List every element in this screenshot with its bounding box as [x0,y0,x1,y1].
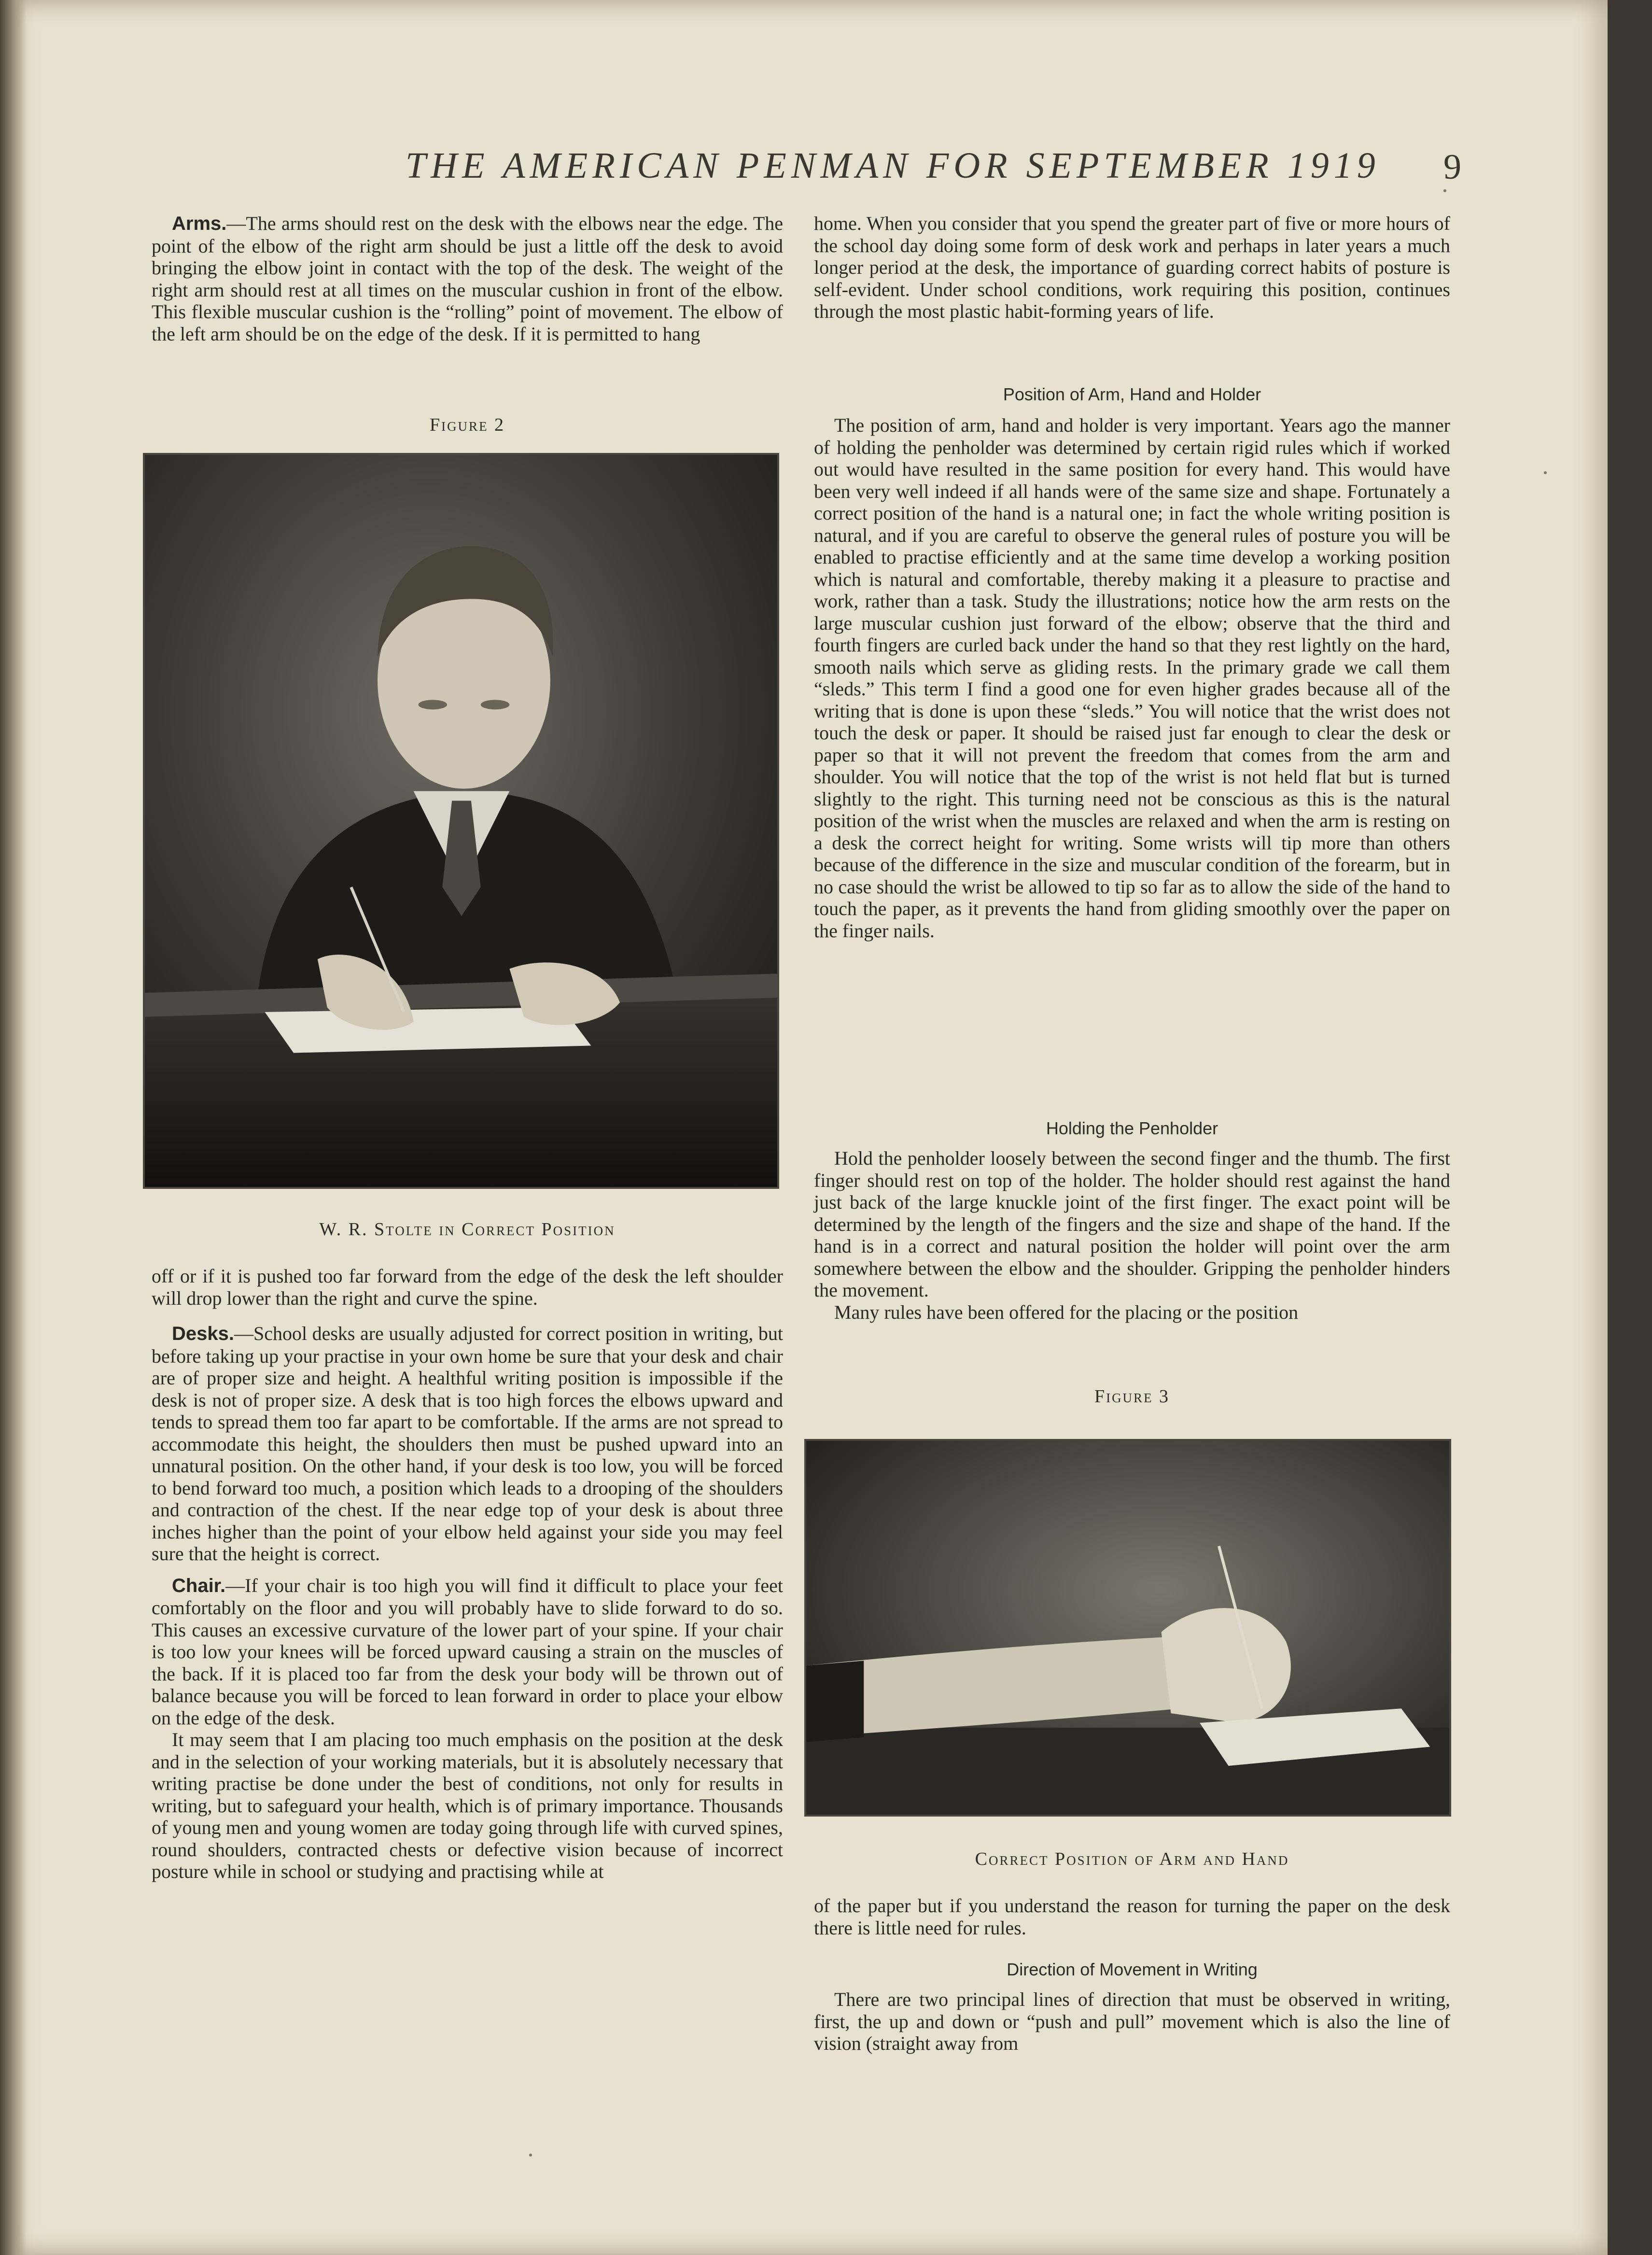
desks-paragraph [152,1323,783,1565]
right-column-direction [814,1988,1450,2055]
paper-speck [1544,471,1547,474]
subhead-holding: Holding the Penholder [1046,1118,1218,1138]
chair-body: —If your chair is too high you will find it difficult to place your feet comfortably on the floor and you will probably have to slide forward to do so. This causes an excessive curvature of the lower part of your spine. If your chair is too low your knees will be forced upward causing a strain on the muscles of the back. If it is placed too far from the desk your body will be thrown out of balance because you will be forced to lean forward in order to place your elbow on the edge of the desk. [152,1574,783,1729]
arms-body: —The arms should rest on the desk with the elbows near the edge. The point of the elbow of the right arm should be just a little off the desk to avoid bringing the elbow joint in contact with the top of the desk. The weight of the right arm should rest at all times on the muscular cushion in front of the elbow. This flexible muscular cushion is the “rolling” point of movement. The elbow of the left arm should be on the edge of the desk. If it is permitted to hang [152,212,783,345]
running-header [0,145,1608,198]
direction-paragraph: There are two principal lines of direction that must be observed in writing, first, the up and down or “push and pull” movement which is also the line of vision (straight away from [814,1988,1450,2054]
right-column-top [814,212,1450,323]
holding-paragraph: Hold the penholder loosely between the second finger and the thumb. The first finger should rest on top of the holder. The holder should rest against the hand just back of the large knuckle joint of the first finger. The exact point will be determined by the length of the fingers and the size and shape of the hand. If the hand is in a correct and natural position the holder will point over the arm somewhere between the elbow and the shoulder. Gripping the penholder hinders the movement. [814,1147,1450,1301]
header-title: THE AMERICAN PENMAN FOR SEPTEMBER 1919 [406,145,1380,186]
spine-shadow [0,0,27,2255]
chair-heading: Chair. [172,1575,226,1596]
home-paragraph: home. When you consider that you spend the greater part of five or more hours of the school day doing some form of desk work and perhaps in later years a much longer period at the desk, the importance of guarding correct habits of posture is self-evident. Under school conditions, work requiring this position, continues through the most plastic habit-forming years of life. [814,212,1450,322]
figure2-caption: W. R. Stolte in Correct Position [319,1219,616,1240]
figure3-photo-art [806,1441,1449,1815]
left-column-bottom [152,1265,783,1883]
figure3-label: Figure 3 [1094,1386,1170,1407]
spacer [152,1309,783,1323]
left-column-top [152,212,783,345]
rules-paragraph: Many rules have been offered for the placing or the position [834,1301,1299,1323]
arms-heading: Arms. [172,213,227,234]
figure3-photo [804,1439,1451,1817]
paper-paragraph: of the paper but if you understand the reason for turning the paper on the desk there is little need for rules. [814,1895,1450,1939]
paper-speck [529,2154,532,2156]
right-column-position [814,414,1450,942]
chair-paragraph [152,1575,783,1729]
arms-paragraph [152,212,783,345]
right-column-holding [814,1147,1450,1323]
emphasis-paragraph: It may seem that I am placing too much emphasis on the position at the desk and in the selection of your working materials, but it is absolutely necessary that writing practise be done under the best of conditions, not only for results in writing, but to safeguard your health, which is of primary importance. Thousands of young men and young women are today going through life with curved spines, round shoulders, contracted chests or defective vision because of incorrect posture while in school or studying and practising while at [152,1729,783,1882]
subhead-position: Position of Arm, Hand and Holder [1003,384,1261,404]
subhead-direction: Direction of Movement in Writing [1007,1959,1258,1979]
page-number: 9 [1443,147,1461,187]
figure3-caption: Correct Position of Arm and Hand [975,1849,1289,1869]
spacer [152,1565,783,1575]
figure2-label: Figure 2 [429,415,505,435]
figure2-photo [143,453,779,1189]
figure2-photo-art [145,455,777,1187]
desks-heading: Desks. [172,1323,234,1344]
desks-body: —School desks are usually adjusted for correct position in writing, but before taking up your practise in your own home be sure that your desk and chair are of proper size and height. A healthful writing position is impossible if the desk is not of proper size. A desk that is too high forces the elbows upward and tends to spread them too far apart to be comfortable. If the arms are not spread to accommodate this height, the shoulders then must be pushed upward into an unnatural position. On the other hand, if your desk is too low, you will be forced to bend forward too much, a position which leads to a drooping of the shoulders and contraction of the chest. If the near edge top of your desk is about three inches higher than the point of your elbow held against your side you may feel sure that the height is correct. [152,1323,783,1564]
paper-speck [1443,189,1446,192]
arms-continued: off or if it is pushed too far forward from the edge of the desk the left shoulder will drop lower than the right and curve the spine. [152,1265,783,1309]
right-column-bottom [814,1895,1450,1939]
position-paragraph: The position of arm, hand and holder is very important. Years ago the manner of holding the penholder was determined by certain rigid rules which if worked out would have resulted in the same position for every hand. This would have been very well indeed if all hands were of the same size and shape. Fortunately a correct position of the hand is a natural one; in fact the whole writing position is natural, and if you are careful to observe the general rules of posture you will be enabled to practise efficiently and at the same time develop a working position which is natural and comfortable, thereby making it a pleasure to practise and work, rather than a task. Study the illustrations; notice how the arm rests on the large muscular cushion just forward of the elbow; observe that the third and fourth fingers are curled back under the hand so that they rest lightly on the hard, smooth nails which serve as gliding rests. In the primary grade we call them “sleds.” This term I find a good one for even higher grades because all of the writing that is done is upon these “sleds.” You will notice that the wrist does not touch the desk or paper. It should be raised just far enough to clear the desk or paper so that it will not prevent the freedom that comes from the arm and shoulder. You will notice that the top of the wrist is not held flat but is turned slightly to the right. This turning need not be conscious as this is the natural position of the wrist when the muscles are relaxed and when the arm is resting on a desk the correct height for writing. Some wrists will tip more than others because of the difference in the size and muscular condition of the forearm, but in no case should the wrist be allowed to tip so far as to allow the side of the hand to touch the paper, as it prevents the hand from gliding smoothly over the paper on the finger nails. [814,414,1450,942]
